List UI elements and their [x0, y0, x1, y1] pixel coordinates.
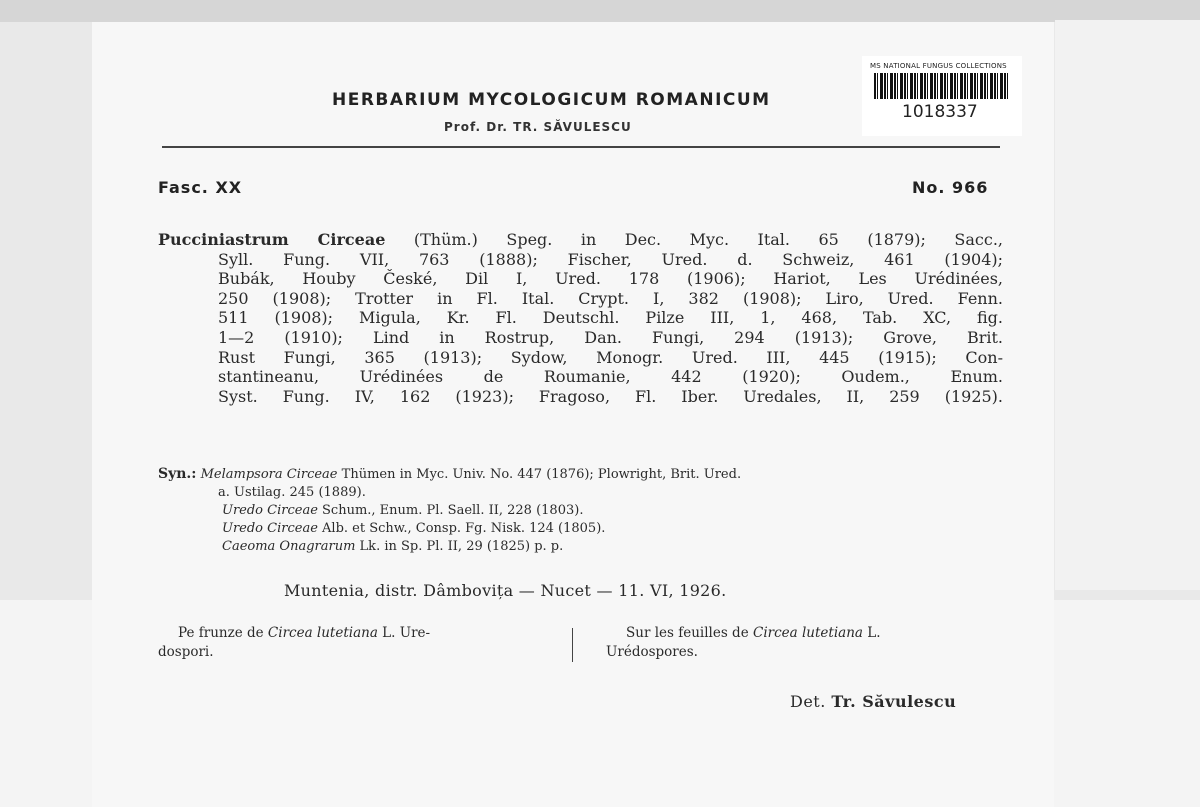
citation-line: 511 (1908); Migula, Kr. Fl. Deutschl. Pilze III, 1, 468, Tab. XC, fig. — [218, 308, 1003, 328]
column-divider — [572, 628, 573, 662]
synonyms-label: Syn.: — [158, 466, 197, 482]
citation-line: 1—2 (1910); Lind in Rostrup, Dan. Fungi, 294 (1913); Grove, Brit. — [218, 327, 1003, 347]
host-name: Circea lutetiana — [267, 625, 378, 641]
citation-line: 250 (1908); Trotter in Fl. Ital. Crypt. I, 382 (1908); Liro, Ured. Fenn. — [218, 288, 1003, 308]
herbarium-label — [92, 22, 1054, 807]
herbarium-subtitle: Prof. Dr. TR. SĂVULESCU — [444, 120, 632, 134]
citation-line: stantineanu, Urédinées de Roumanie, 442 (1920); Oudem., Enum. — [218, 367, 1003, 387]
synonym-row: Syn.: Melampsora Circeae Thümen in Myc. Univ. No. 447 (1876); Plowright, Brit. Ured. — [158, 466, 742, 482]
host-romanian: Pe frunze de Circea lutetiana L. Ure- dospori. — [158, 625, 431, 660]
synonym-row: a. Ustilag. 245 (1889). — [218, 485, 366, 500]
barcode-sticker — [862, 56, 1022, 136]
citation-line: Syst. Fung. IV, 162 (1923); Fragoso, Fl. Iber. Uredales, II, 259 (1925). — [218, 386, 1003, 406]
collection-locality: Muntenia, distr. Dâmbovița — Nucet — 11. VI, 1926. — [284, 581, 727, 600]
barcode-caption: MS NATIONAL FUNGUS COLLECTIONS — [870, 62, 1007, 70]
host-french: Sur les feuilles de Circea lutetiana L. Urédospores. — [606, 625, 881, 660]
citation-line: Syll. Fung. VII, 763 (1888); Fischer, Ured. d. Schweiz, 461 (1904); — [218, 249, 1003, 269]
synonyms — [158, 465, 1003, 556]
synonym-row: Caeoma Onagrarum Lk. in Sp. Pl. II, 29 (1825) p. p. — [222, 539, 564, 554]
herbarium-title: HERBARIUM MYCOLOGICUM ROMANICUM — [332, 90, 771, 110]
barcode-bars — [874, 73, 1009, 99]
specimen-number: No. 966 — [912, 178, 989, 197]
species-citation — [158, 230, 1003, 406]
background-right — [1055, 20, 1200, 590]
citation-line: Pucciniastrum Circeae (Thüm.) Speg. in Dec. Myc. Ital. 65 (1879); Sacc., — [158, 230, 1003, 249]
barcode-number: 1018337 — [902, 102, 978, 122]
citation-line: Bubák, Houby České, Dil I, Ured. 178 (1906); Hariot, Les Urédinées, — [218, 269, 1003, 289]
host-name: Circea lutetiana — [752, 625, 863, 641]
determiner-name: Tr. Săvulescu — [831, 692, 957, 711]
species-name: Pucciniastrum Circeae — [158, 230, 386, 249]
header-rule — [162, 146, 1000, 148]
synonym-row: Uredo Circeae Schum., Enum. Pl. Saell. II, 228 (1803). — [222, 503, 584, 518]
synonym-row: Uredo Circeae Alb. et Schw., Consp. Fg. Nisk. 124 (1805). — [222, 521, 606, 536]
determiner: Det. Tr. Săvulescu — [790, 692, 957, 711]
fascicle-number: Fasc. XX — [158, 178, 243, 197]
citation-line: Rust Fungi, 365 (1913); Sydow, Monogr. Ured. III, 445 (1915); Con- — [218, 347, 1003, 367]
